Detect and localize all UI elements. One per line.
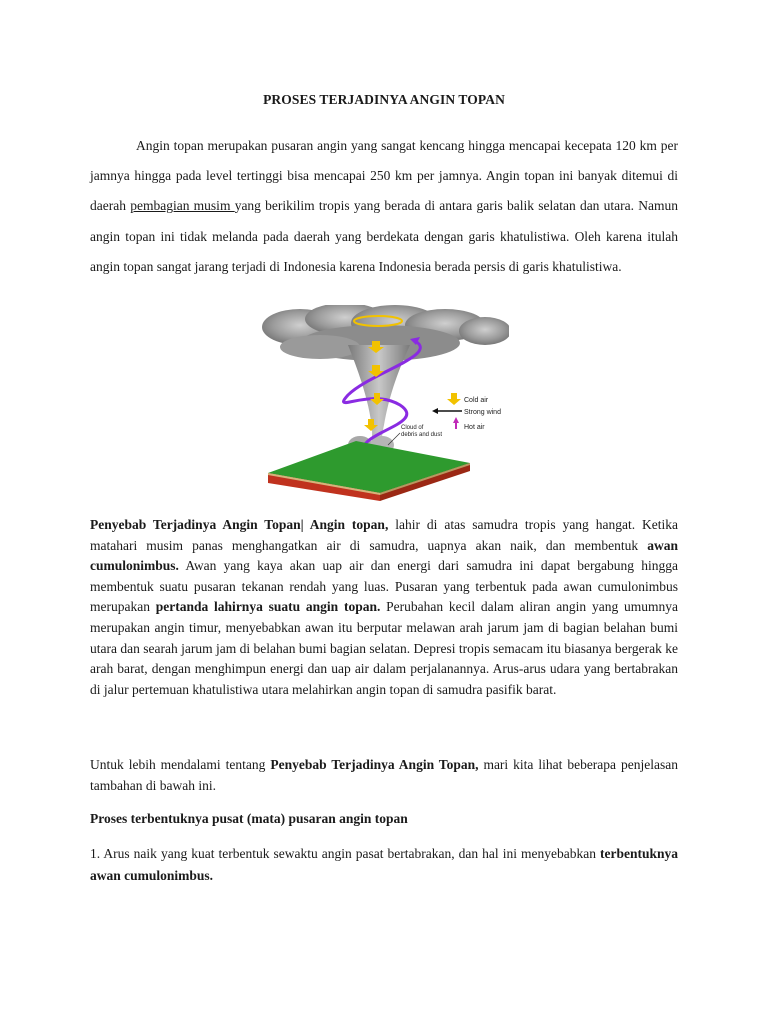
- ground-slab: [268, 441, 470, 501]
- cold-air-icon: [447, 393, 461, 405]
- legend-strong-wind: Strong wind: [464, 409, 501, 416]
- intro-text-2: yang berikilim tropis yang berada di antara garis balik selatan dan utara. Namun angin topan ini tidak melanda pada daerah yang berdekata dengan garis khatulistiwa. Oleh karena itulah angin topan sangat jarang terjadi di Indonesia karena Indonesia berada persis di garis khatulistiwa.: [90, 198, 679, 274]
- strong-wind-icon: [432, 408, 438, 414]
- debris-label-1: Cloud of: [401, 425, 424, 431]
- intro-paragraph: [90, 131, 678, 282]
- transition-paragraph: [90, 754, 678, 796]
- cause-text-3: Perubahan kecil dalam aliran angin yang umumnya merupakan angin timur, menyebabkan awan itu berputar melawan arah jarum jam di bagian belahan bumi utara dan searah jarum jam di belahan bumi bagian selatan. Depresi tropis semacam itu biasanya bergerak ke arah barat, dengan menghimpun energi dan uap air dalam perjalanannya. Arus-arus udara yang bertabrakan di jalur pertemuan khatulistiwa utara melahirkan angin topan di samudra pasifik barat.: [90, 599, 678, 697]
- cause-text-1: lahir di atas samudra tropis yang hangat. Ketika matahari musim panas menghangatkan air di samudra, uapnya akan naik, dan membentuk: [90, 517, 678, 553]
- step-1-paragraph: [90, 843, 678, 886]
- cause-bold-3: pertanda lahirnya suatu angin topan.: [155, 599, 381, 615]
- hot-air-icon: [453, 417, 459, 429]
- intro-text-1: Angin topan merupakan pusaran angin yang sangat kencang hingga mencapai kecepata 120 km per jamnya hingga pada level tertinggi bisa mencapai 250 km per jamnya. Angin topan ini banyak ditemui di daerah: [90, 138, 678, 214]
- cause-text-2: Awan yang kaya akan uap air dan energi dari samudra ini dapat bergabung hingga membentuk suatu pusaran tekanan rendah yang luas. Pusaran yang terbentuk pada awan cumulonimbus merupakan: [90, 558, 678, 615]
- section-heading: Proses terbentuknya pusat (mata) pusaran angin topan: [90, 811, 408, 826]
- step-1-text: 1. Arus naik yang kuat terbentuk sewaktu angin pasat bertabrakan, dan hal ini menyebabkan: [90, 846, 600, 861]
- document-title: PROSES TERJADINYA ANGIN TOPAN: [263, 92, 505, 107]
- pembagian-musim-link[interactable]: pembagian musim: [130, 198, 235, 214]
- cause-bold-1: Penyebab Terjadinya Angin Topan| Angin topan,: [90, 517, 389, 532]
- legend-cold-air: Cold air: [464, 397, 489, 404]
- transition-bold-1: Penyebab Terjadinya Angin Topan,: [270, 757, 479, 772]
- transition-text-1: Untuk lebih mendalami tentang: [90, 757, 271, 772]
- step-1-bold: terbentuknya awan cumulonimbus.: [90, 846, 678, 883]
- transition-text-2: mari kita lihat beberapa penjelasan tambahan di bawah ini.: [90, 757, 678, 793]
- debris-label-2: debris and dust: [401, 432, 443, 438]
- legend-hot-air: Hot air: [464, 424, 485, 431]
- tornado-diagram: [260, 305, 509, 502]
- cause-paragraph: [90, 515, 678, 700]
- cause-bold-2: awan cumulonimbus.: [90, 537, 678, 574]
- diagram-legend: [432, 393, 501, 431]
- tornado-illustration: [260, 305, 509, 502]
